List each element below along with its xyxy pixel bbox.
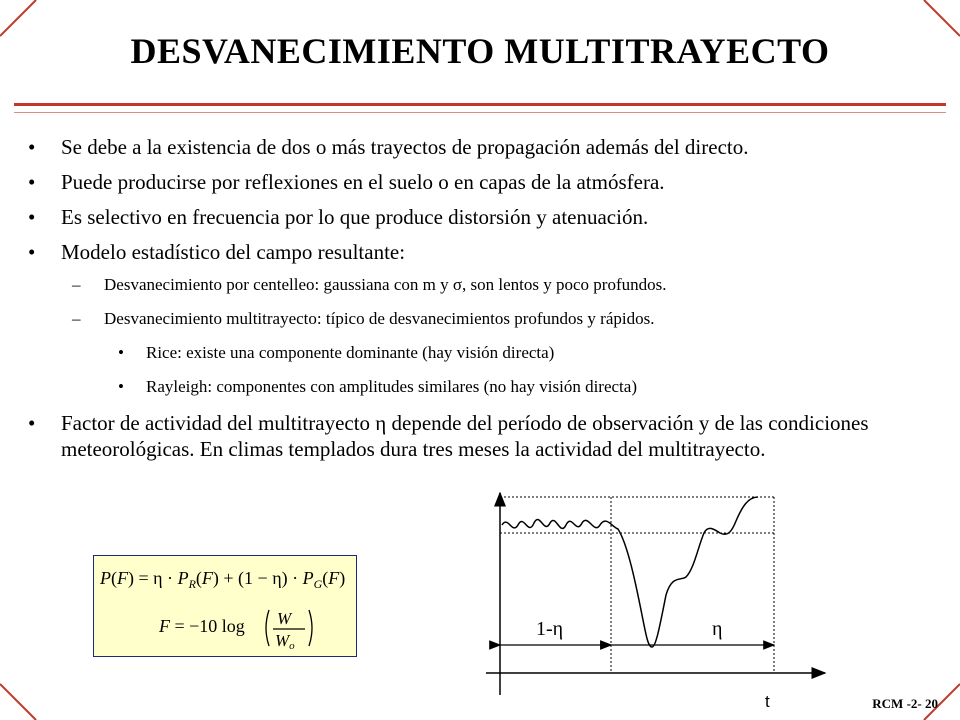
- bullet-marker: •: [28, 411, 36, 435]
- sub-bullet-item: [26, 274, 946, 296]
- axis-label-t: t: [765, 692, 770, 711]
- bullet-text: Es selectivo en frecuencia por lo que produce distorsión y atenuación.: [61, 205, 649, 229]
- svg-text:Wo: Wo: [275, 631, 295, 652]
- bullet-text: Puede producirse por reflexiones en el suelo o en capas de la atmósfera.: [61, 170, 665, 194]
- svg-text:P(F) = η · PR(F) + (1 − η) · P: $P(F) = \eta \cdot P_R(F) + (1 - \eta) \cdot P_G(F)$: [100, 568, 346, 591]
- sub-bullet-text: Desvanecimiento por centelleo: gaussiana con m y σ, son lentos y poco profundos.: [104, 275, 667, 294]
- bullet-marker: •: [28, 240, 36, 264]
- formula-fade-depth: [159, 604, 339, 657]
- sub-bullet-item: [26, 308, 946, 330]
- bullet-item: [26, 239, 946, 265]
- title-underline: [14, 103, 946, 106]
- bullet-marker: •: [28, 170, 36, 194]
- label-one-minus-eta: 1-η: [536, 618, 564, 640]
- bullet-marker: •: [118, 377, 124, 396]
- formula-probability: [100, 564, 350, 599]
- bullet-marker: •: [118, 343, 124, 362]
- bullet-list: [26, 134, 946, 471]
- slide-number: RCM -2- 20: [872, 696, 938, 711]
- bullet-marker: •: [28, 135, 36, 159]
- formula-probability-render: [100, 564, 350, 594]
- subsub-bullet-item: [26, 376, 946, 398]
- fading-diagram: [480, 485, 840, 715]
- subsub-bullet-item: [26, 342, 946, 364]
- dash-marker: –: [72, 275, 81, 294]
- formula-box: [93, 555, 357, 657]
- bullet-item: [26, 134, 946, 160]
- subsub-bullet-text: Rice: existe una componente dominante (hay visión directa): [146, 343, 555, 362]
- label-eta: η: [712, 618, 723, 640]
- bullet-item: [26, 410, 941, 462]
- formula-fade-depth-render: [159, 604, 339, 652]
- bullet-marker: •: [28, 205, 36, 229]
- svg-text:F = −10 log: F = −10 log: [159, 616, 245, 636]
- bullet-item: [26, 169, 946, 195]
- slide-title: DESVANECIMIENTO MULTITRAYECTO: [130, 31, 830, 71]
- bullet-item: [26, 204, 946, 230]
- bullet-text: Modelo estadístico del campo resultante:: [61, 240, 406, 264]
- bullet-text: Factor de actividad del multitrayecto η depende del período de observación y de las condiciones meteorológicas. En climas templados dura tres meses la actividad del multitrayecto.: [61, 411, 869, 461]
- subsub-bullet-text: Rayleigh: componentes con amplitudes similares (no hay visión directa): [146, 377, 637, 396]
- sub-bullet-text: Desvanecimiento multitrayecto: típico de desvanecimientos profundos y rápidos.: [104, 309, 655, 328]
- svg-text:W: W: [277, 609, 292, 628]
- bullet-text: Se debe a la existencia de dos o más trayectos de propagación además del directo.: [61, 135, 749, 159]
- title-underline-shadow: [14, 112, 946, 113]
- dash-marker: –: [72, 309, 81, 328]
